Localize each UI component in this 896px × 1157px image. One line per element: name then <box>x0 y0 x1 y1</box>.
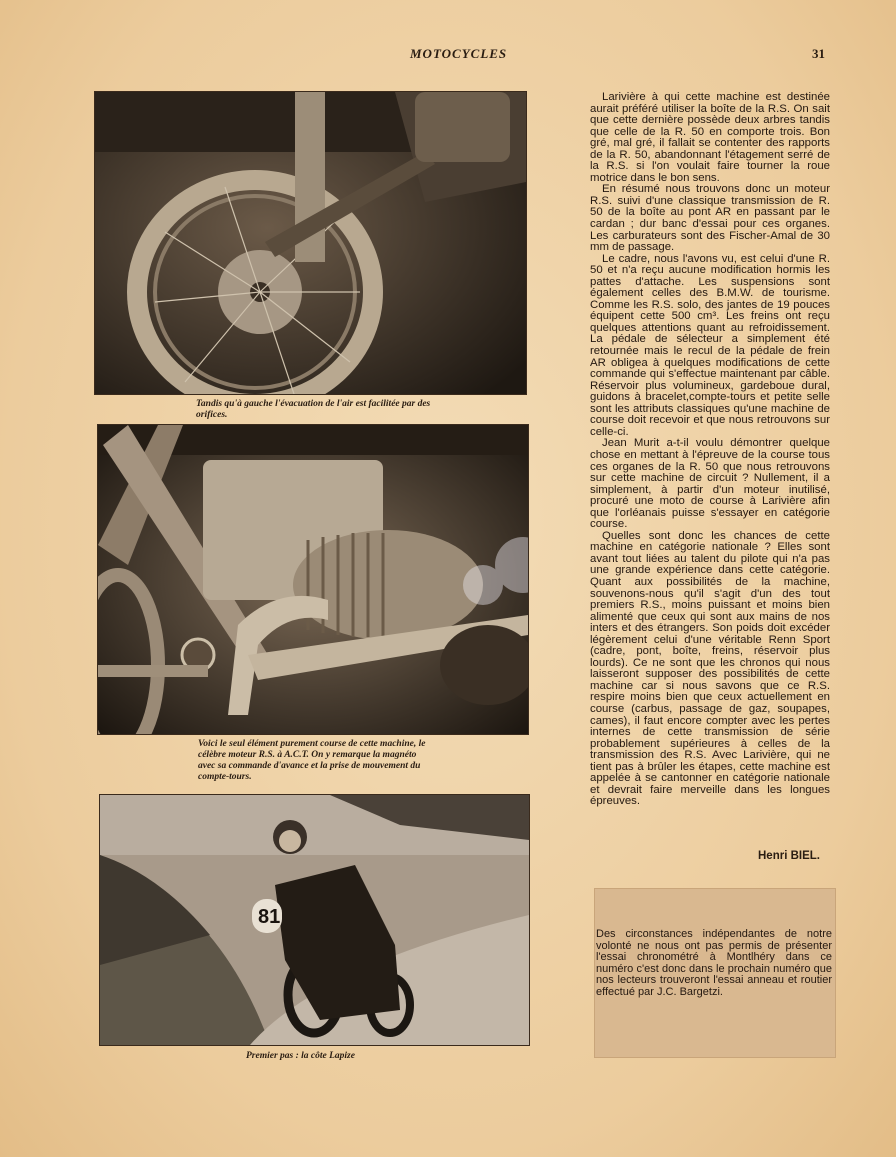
photo-rider <box>99 794 530 1046</box>
photo-caption-2: Voici le seul élément purement course de cette machine, le célèbre moteur R.S. à A.C.T. On y remarque la magnéto avec sa commande d'avance et la prise de mouvement du compte-tours. <box>198 739 426 782</box>
photo-front-wheel <box>94 91 527 395</box>
author-signature: Henri BIEL. <box>758 850 820 862</box>
photo-caption-1: Tandis qu'à gauche l'évacuation de l'air est facilitée par des orifices. <box>196 399 431 420</box>
article-paragraph: Larivière à qui cette machine est destinée aurait préféré utiliser la boîte de la R.S. On sait que cette dernière possède deux arbres tandis que celle de la R. 50 en comporte trois. Bon gré, mal gré, il fallait se contenter des rapports de la R. 50, abandonnant l'étagement serré de la R.S. si l'on voulait faire tourner la roue motrice dans le bon sens. <box>590 91 830 184</box>
race-number-plate: 81 <box>258 906 281 928</box>
article-paragraph: En résumé nous trouvons donc un moteur R.S. suivi d'une classique transmission de R. 50 de la boîte au pont AR en passant par le cardan ; dur banc d'essai pour ces organes. Les carburateurs sont des Fischer-Amal de 30 mm de passage. <box>590 183 830 254</box>
article-paragraph: Le cadre, nous l'avons vu, est celui d'une R. 50 et n'a reçu aucune modification hormis les pattes d'attache. Les suspensions sont également celles des B.M.W. de tourisme. Comme les R.S. solo, des jantes de 19 pouces équipent cette 500 cm³. Les freins ont reçu quelques attentions quant au refroidissement. La pédale de sélecteur a simplement été retournée mais le recul de la pédale de frein AR obligea à quelques modifications de cette commande qui s'effectue maintenant par câble. Réservoir plus volumineux, gardeboue dural, guidons à bracelet,compte-tours et petite selle sont les attributs classiques qu'une machine de course doit recevoir et que nous retrouvons sur celle-ci. <box>590 252 830 438</box>
photo-engine <box>97 424 529 735</box>
article-paragraph: Quelles sont donc les chances de cette machine en catégorie nationale ? Elles sont avant tout liées au talent du pilote qui n'a pas une grande expérience dans cette catégorie. Quant aux possibilités de la machine, souvenons-nous qu'il s'agit d'un des tout premiers R.S., moins puissant et moins bien alimenté que ceux qui sont aux mains de nos inters et des étrangers. Son poids doit excéder légèrement celui d'une véritable Renn Sport (cadre, pont, boîte, freins, réservoir plus lourds). Ce ne sont que les chronos qui nous laisseront supposer des possibilités de cette machine car si nous savons que ce R.S. respire moins bien que ceux actuellement en course (carbus, passage de gaz, soupapes, cames), il faut encore compter avec les pertes internes de cette transmission de série probablement supérieures à celles de la transmission des R.S. Avec Larivière, qui ne tient pas à brûler les étapes, cette machine est appelée à se cantonner en catégorie nationale et devrait faire merveille dans les longues épreuves. <box>590 529 830 808</box>
photo-caption-3: Premier pas : la côte Lapize <box>246 1051 355 1061</box>
notice-text: Des circonstances indépendantes de notre volonté ne nous ont pas permis de présenter l'essai chronométré à Montlhéry dans ce numéro c'est donc dans le prochain numéro que nos lecteurs trouveront l'essai anneau et routier effectué par J.C. Bargetzi. <box>596 928 832 998</box>
article-body <box>590 92 830 808</box>
section-header: MOTOCYCLES <box>410 46 508 61</box>
page-number: 31 <box>812 46 825 61</box>
article-paragraph: Jean Murit a-t-il voulu démontrer quelque chose en mettant à l'épreuve de la course tous ces organes de la R. 50 que nous retrouvons sur cette machine de circuit ? Nullement, il a simplement, à partir d'un moteur inutilisé, procuré une moto de course à Larivière afin que l'orléanais puisse s'essayer en catégorie course. <box>590 437 830 531</box>
